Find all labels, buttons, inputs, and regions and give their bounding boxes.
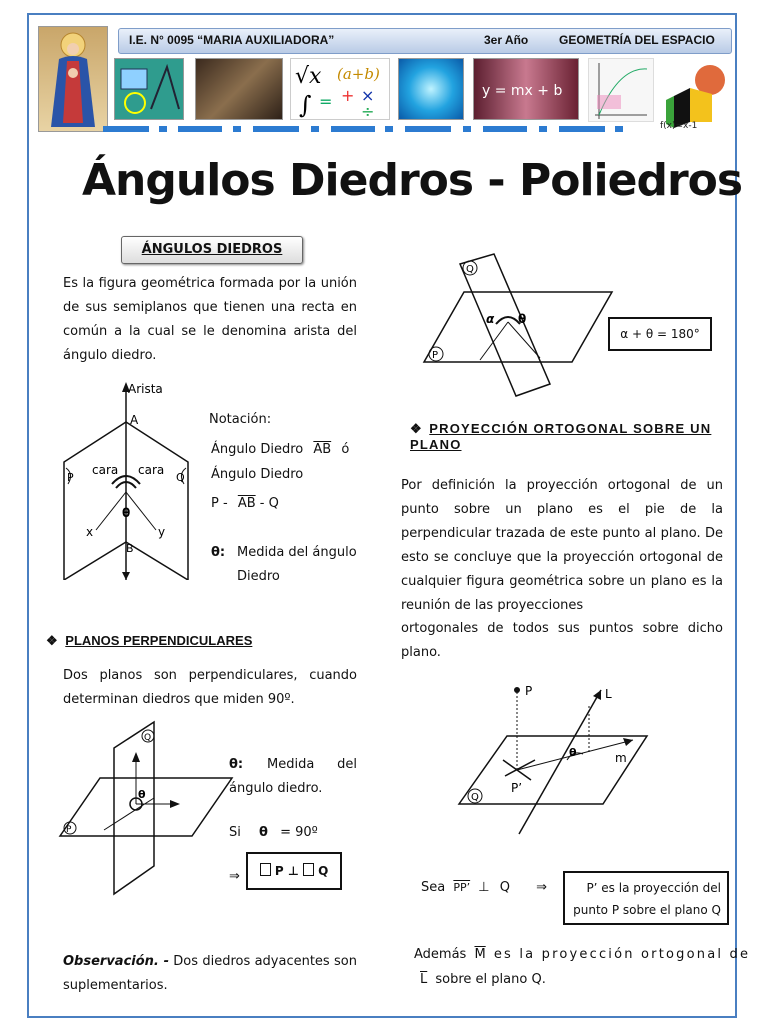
virgin-figure-icon [39,27,107,131]
svg-text:θ: θ [138,788,146,801]
svg-text:=: = [319,92,333,111]
implies-symbol: ⇒ [536,880,548,895]
plane-icon [303,863,314,876]
ademas-line-2 [420,972,546,987]
intersecting-planes-diagram [420,250,620,400]
supplementary-equation-box: α + θ = 180° [608,317,712,351]
svg-text:y: y [158,525,166,539]
subject: GEOMETRÍA DEL ESPACIO [559,33,715,47]
svg-text:Q: Q [471,792,479,803]
banner-image-geometry-tools [114,58,184,120]
result-plane-q: Q [318,864,329,878]
plane-icon [260,863,271,876]
section-heading-angulos-diedros: ÁNGULOS DIEDROS [121,236,303,264]
svg-text:÷: ÷ [361,102,375,119]
svg-text:+: + [341,86,355,105]
pp-segment: PP’ [453,881,471,894]
perpendicular-planes-diagram [56,718,236,898]
label-arista: Arista [128,382,163,396]
line-l: $\overline{L}$ [420,972,428,987]
grade: 3er Año [484,33,529,47]
svg-text:P: P [67,471,74,484]
theta-label-2: θ: [229,757,244,772]
theta-desc-2: Medida del ángulo diedro. [229,757,357,796]
theta-desc-1: Medida del ángulo Diedro [237,545,357,584]
angulos-definition: Es la figura geométrica formada por la unión de sus semiplanos que tienen una recta en común a la cual se le denomina arista del ángulo diedro. [63,276,357,363]
sea-statement [421,880,547,895]
notacion-line-2: Ángulo Diedro [211,467,304,482]
svg-text:Q: Q [466,264,474,275]
notacion-label: Notación: [209,412,272,427]
svg-text:α: α [486,312,495,326]
svg-text:f(x)=x-1: f(x)=x-1 [660,121,698,130]
svg-text:∫: ∫ [299,91,312,119]
header-bar [118,28,732,54]
svg-text:θ: θ [122,506,131,520]
notacion-line-3 [211,496,279,511]
ademas-line [414,947,751,962]
perpendiculares-text: Dos planos son perpendiculares, cuando determinan diedros que miden 90º. [63,668,357,707]
projection-result-box: P’ es la proyección del punto P sobre el plano Q [563,871,729,925]
notacion3-post: - Q [259,496,279,511]
observacion [63,950,357,998]
svg-text:P: P [432,350,439,361]
notacion1-pre: Ángulo Diedro [211,442,304,457]
svg-text:P: P [525,684,533,698]
perpendiculares-heading-text: PLANOS PERPENDICULARES [65,633,253,648]
page-title: Ángulos Diedros - Poliedros [82,155,743,206]
banner-image-graph [588,58,654,122]
observacion-text: Dos diedros adyacentes son suplementarios. [63,954,357,993]
proyeccion-heading-text: PROYECCIÓN ORTOGONAL SOBRE UN PLANO [410,421,712,452]
svg-text:cara: cara [138,463,165,477]
svg-text:A: A [130,413,139,427]
school-name: I.E. N° 0095 “MARIA AUXILIADORA” [129,33,335,47]
si-condition [229,825,318,840]
plane-q: Q [499,880,510,895]
dihedral-angle-diagram [60,380,200,580]
svg-text:θ: θ [569,746,577,759]
section-heading-proyeccion [410,421,722,452]
svg-text:P’: P’ [511,781,523,795]
school-logo-image [38,26,108,132]
banner-image-pattern [398,58,464,120]
perp-symbol: ⊥ [287,864,299,878]
svg-text:x: x [86,525,94,539]
sea-text: Sea [421,880,446,895]
si-text: Si [229,825,241,840]
bullet-icon: ❖ [410,421,422,436]
svg-text:m: m [615,751,627,765]
notacion3-ab: $\overline{AB}$ [237,496,256,511]
svg-text:L: L [605,687,612,701]
svg-text:Q: Q [144,733,152,743]
ademas-post: es la proyección ortogonal de [493,947,751,962]
bullet-icon: ❖ [46,633,58,648]
svg-text:B: B [126,542,134,555]
notacion-line-1 [211,442,349,457]
proyeccion-text-2: ortogonales de todos sus puntos sobre dicho plano. [401,621,723,660]
implies-symbol: ⇒ [229,869,240,884]
section-heading-perpendiculares [46,633,252,649]
svg-text:P: P [66,825,72,835]
si-theta: θ [259,825,268,840]
svg-text:×: × [361,86,375,105]
notacion3-pre: P - [211,496,228,511]
proyeccion-text-1: Por definición la proyección ortogonal de un punto sobre un plano es el pie de la perpendicular trazada de este punto al plano. De esto se concluye que la proyección ortogonal de cualquier figura geométrica sobre un plano es la reunión de las proyecciones [401,478,723,613]
notacion1-ab: $\overline{AB}$ [313,442,332,457]
banner-image-formulas [290,58,390,120]
projection-diagram [455,676,685,846]
ademas-end: sobre el plano Q. [435,972,546,987]
banner-image-math-paper [195,58,283,120]
si-value: = 90º [280,825,318,840]
decorative-dashed-line [103,126,648,133]
observacion-label: Observación. - [63,954,169,969]
svg-text:cara: cara [92,463,119,477]
svg-text:y = mx + b: y = mx + b [482,83,563,99]
banner-image-3d-shapes [656,60,732,130]
line-m: $\overline{M}$ [474,947,486,962]
perp-symbol: ⊥ [478,880,490,895]
result-plane-p: P [274,864,284,878]
svg-text:θ: θ [518,312,527,326]
svg-text:(a+b): (a+b) [337,65,380,83]
ademas-pre: Además [414,947,467,962]
svg-text:√x: √x [295,64,322,89]
notacion1-post: ó [341,442,350,457]
banner-image-line-equation [473,58,579,120]
svg-text:Q: Q [176,471,185,484]
theta-label-1: θ: [211,545,226,560]
perpendicular-result-box [246,852,342,890]
